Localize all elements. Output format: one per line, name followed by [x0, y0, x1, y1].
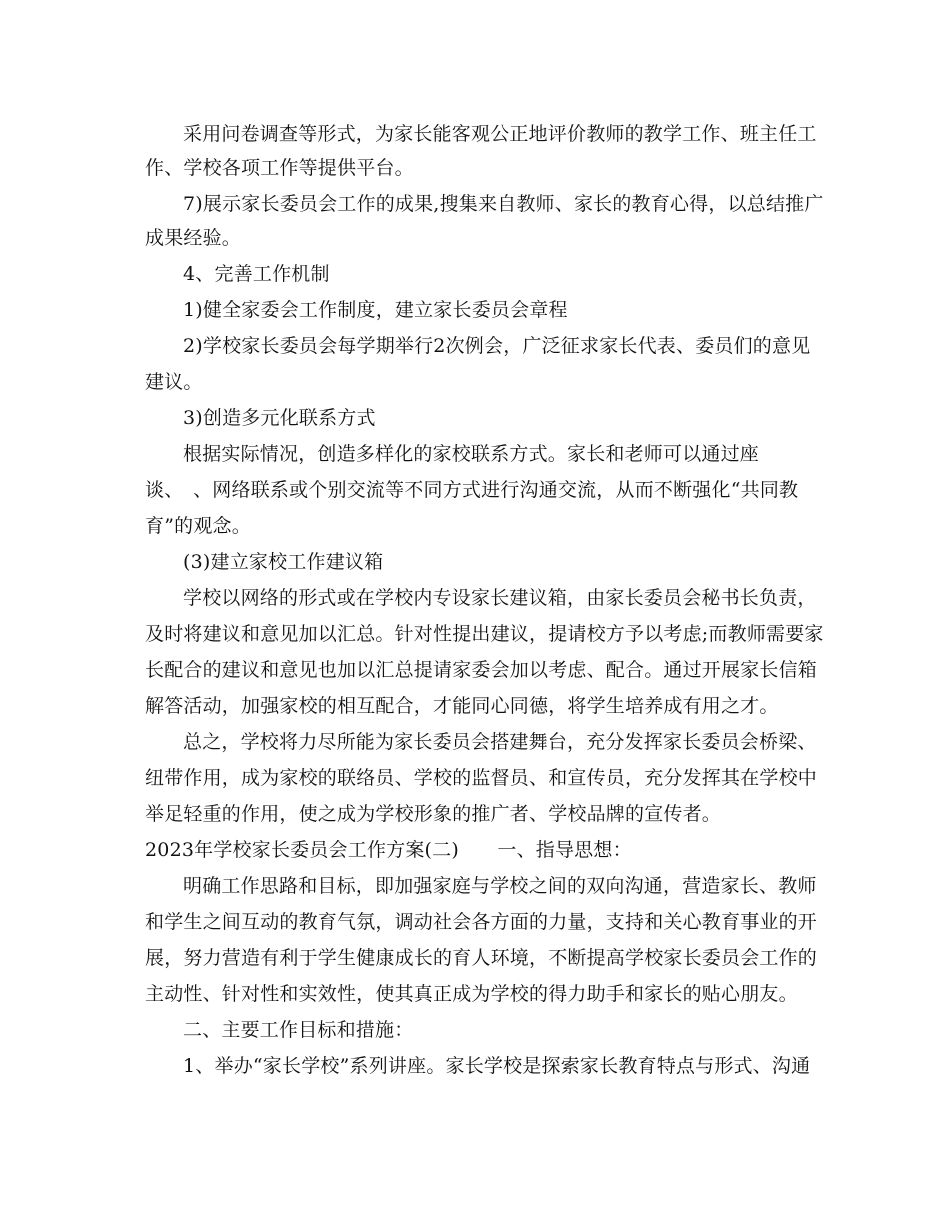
paragraph-line: 根据实际情况，创造多样化的家校联系方式。家长和老师可以通过座	[183, 443, 760, 465]
paragraph-line: 建议。	[145, 371, 203, 393]
paragraph-line: 明确工作思路和目标，即加强家庭与学校之间的双向沟通，营造家长、教师	[183, 875, 817, 897]
paragraph-line: 总之，学校将力尽所能为家长委员会搭建舞台，充分发挥家长委员会桥梁、	[183, 731, 817, 753]
paragraph-line: 育”的观念。	[145, 515, 251, 537]
paragraph-line: 作、学校各项工作等提供平台。	[145, 157, 414, 179]
section-heading: (3)建立家校工作建议箱	[183, 551, 384, 573]
paragraph-line: 长配合的建议和意见也加以汇总提请家委会加以考虑、配合。通过开展家长信箱	[145, 659, 818, 681]
paragraph-line: 主动性、针对性和实效性，使其真正成为学校的得力助手和家长的贴心朋友。	[145, 983, 798, 1005]
section-heading: 二、主要工作目标和措施：	[183, 1019, 414, 1041]
paragraph-line: 和学生之间互动的教育气氛，调动社会各方面的力量，支持和关心教育事业的开	[145, 911, 818, 933]
paragraph-line: 及时将建议和意见加以汇总。针对性提出建议，提请校方予以考虑;而教师需要家	[145, 623, 824, 645]
paragraph-line: 学校以网络的形式或在学校内专设家长建议箱，由家长委员会秘书长负责，	[183, 587, 817, 609]
paragraph-line: 成果经验。	[145, 227, 242, 249]
paragraph-line: 纽带作用，成为家校的联络员、学校的监督员、和宣传员，充分发挥其在学校中	[145, 767, 818, 789]
paragraph-line: 解答活动，加强家校的相互配合，才能同心同德，将学生培养成有用之才。	[145, 695, 779, 717]
paragraph-line: 1)健全家委会工作制度，建立家长委员会章程	[183, 299, 568, 321]
paragraph-line: 采用问卷调查等形式，为家长能客观公正地评价教师的教学工作、班主任工	[183, 123, 817, 145]
paragraph-line: 展，努力营造有利于学生健康成长的育人环境，不断提高学校家长委员会工作的	[145, 947, 818, 969]
paragraph-line: 举足轻重的作用，使之成为学校形象的推广者、学校品牌的宣传者。	[145, 803, 722, 825]
section-heading: 4、完善工作机制	[183, 263, 330, 285]
paragraph-line: 谈、 、网络联系或个别交流等不同方式进行沟通交流，从而不断强化“共同教	[145, 479, 799, 501]
paragraph-line: 3)创造多元化联系方式	[183, 407, 376, 429]
paragraph-line: 2)学校家长委员会每学期举行2次例会，广泛征求家长代表、委员们的意见	[183, 335, 811, 357]
document-title: 2023年学校家长委员会工作方案(二) 一、指导思想：	[145, 839, 632, 861]
paragraph-line: 1、举办“家长学校”系列讲座。家长学校是探索家长教育特点与形式、沟通	[183, 1055, 811, 1077]
paragraph-line: 7)展示家长委员会工作的成果,搜集来自教师、家长的教育心得，以总结推广	[183, 193, 824, 215]
